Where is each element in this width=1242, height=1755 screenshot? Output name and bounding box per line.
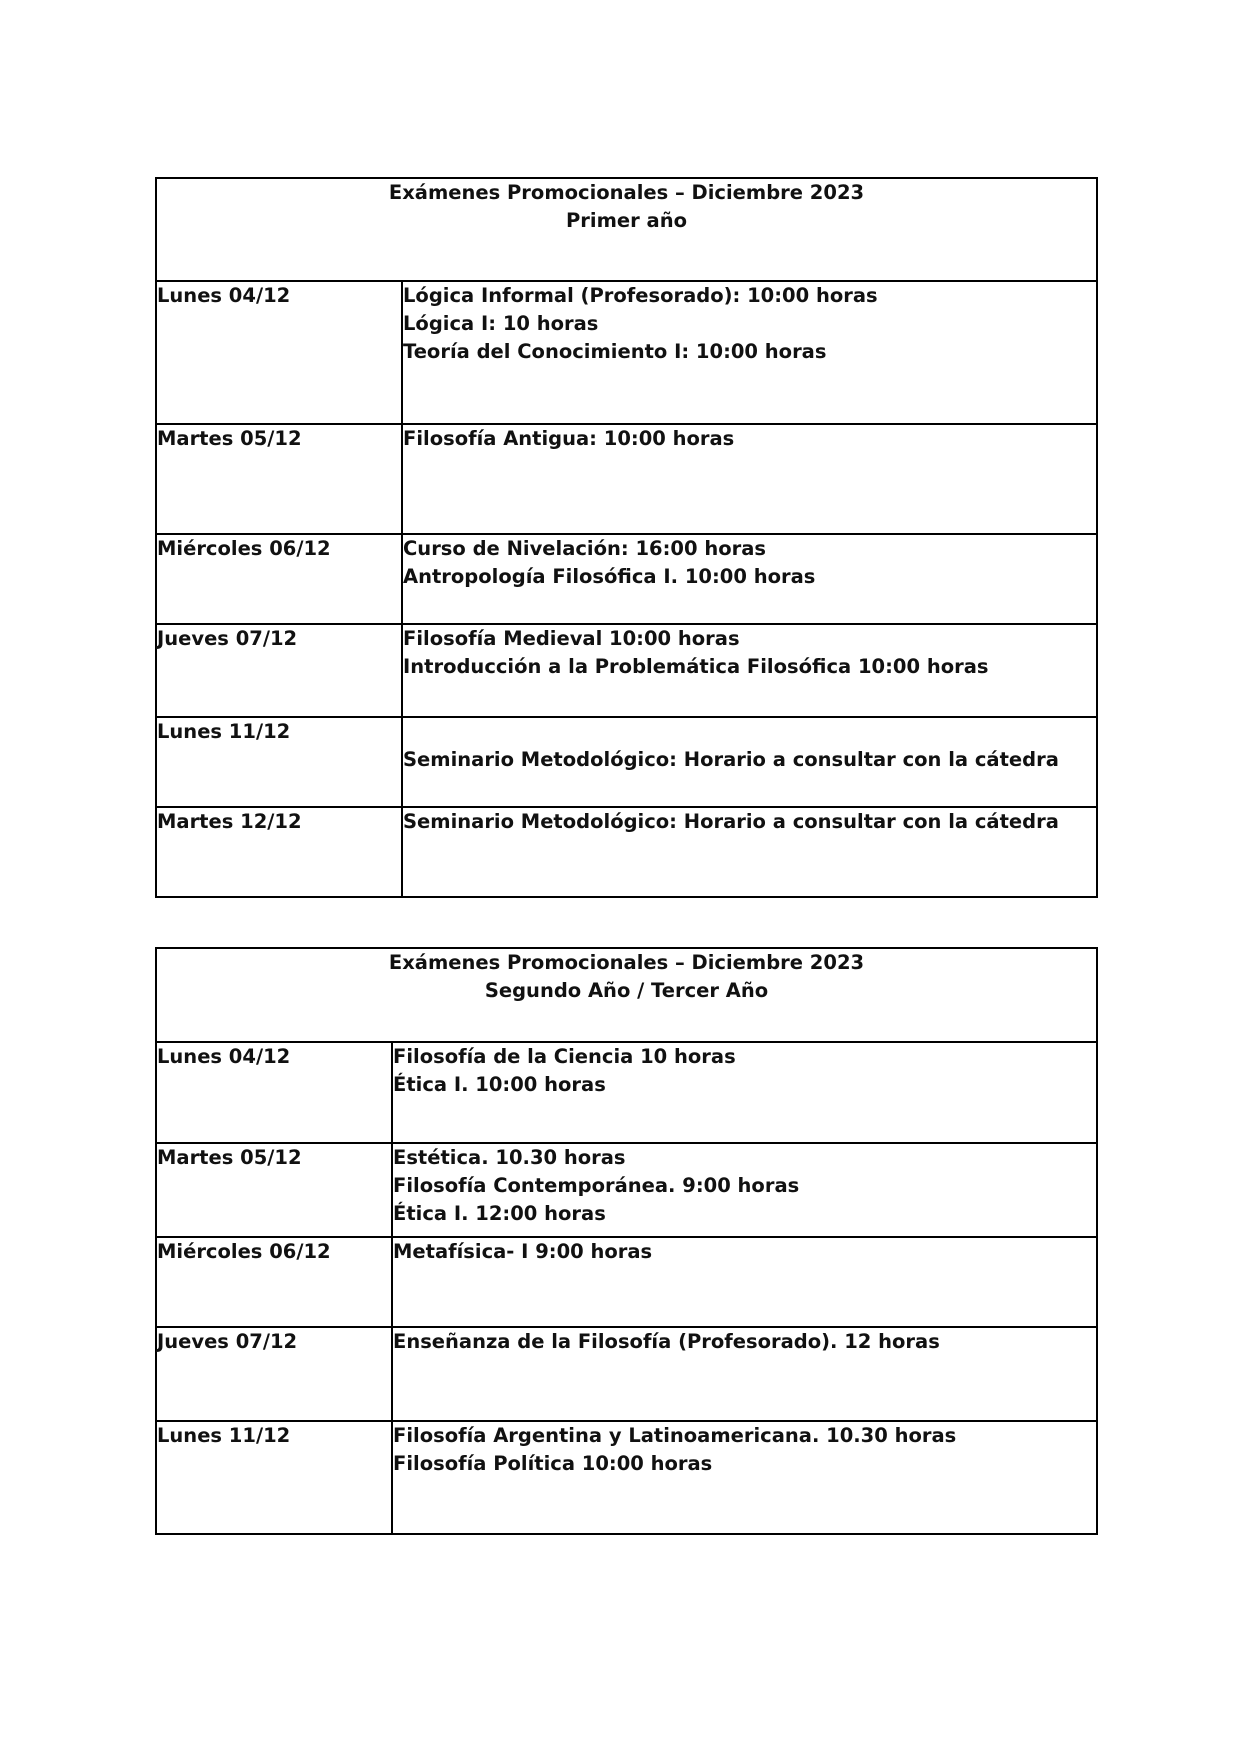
day-cell: Martes 12/12 bbox=[156, 807, 402, 897]
exam-entry: Introducción a la Problemática Filosófica 10:00 horas bbox=[403, 655, 989, 678]
exams-cell bbox=[402, 534, 1097, 624]
schedule-table-second-third-year bbox=[155, 947, 1098, 1535]
table-row bbox=[156, 807, 1097, 897]
exam-entry: Seminario Metodológico: Horario a consultar con la cátedra bbox=[403, 748, 1059, 771]
exam-entry: Filosofía Política 10:00 horas bbox=[393, 1452, 713, 1475]
exams-cell bbox=[392, 1143, 1097, 1237]
exam-entry: Estética. 10.30 horas bbox=[393, 1146, 626, 1169]
day-cell: Miércoles 06/12 bbox=[156, 1237, 392, 1327]
day-cell: Jueves 07/12 bbox=[156, 624, 402, 717]
table-header bbox=[156, 178, 1097, 281]
exam-entry: Filosofía Argentina y Latinoamericana. 10.30 horas bbox=[393, 1424, 957, 1447]
exam-entry: Antropología Filosófica I. 10:00 horas bbox=[403, 565, 816, 588]
exam-entry: Filosofía Antigua: 10:00 horas bbox=[403, 427, 735, 450]
exam-entry: Lógica I: 10 horas bbox=[403, 312, 599, 335]
exams-cell bbox=[392, 1042, 1097, 1143]
day-cell: Lunes 11/12 bbox=[156, 1421, 392, 1534]
table-title: Exámenes Promocionales – Diciembre 2023 bbox=[388, 951, 865, 974]
day-cell: Lunes 04/12 bbox=[156, 1042, 392, 1143]
exam-entry: Seminario Metodológico: Horario a consultar con la cátedra bbox=[403, 810, 1059, 833]
table-row bbox=[156, 624, 1097, 717]
day-cell: Martes 05/12 bbox=[156, 1143, 392, 1237]
table-row bbox=[156, 1327, 1097, 1421]
exams-cell bbox=[402, 807, 1097, 897]
exam-entry: Metafísica- I 9:00 horas bbox=[393, 1240, 653, 1263]
exam-entry: Filosofía de la Ciencia 10 horas bbox=[393, 1045, 736, 1068]
exam-entry: Filosofía Contemporánea. 9:00 horas bbox=[393, 1174, 800, 1197]
exams-cell bbox=[402, 717, 1097, 807]
table-row bbox=[156, 1042, 1097, 1143]
exam-entry: Teoría del Conocimiento I: 10:00 horas bbox=[403, 340, 827, 363]
day-cell: Martes 05/12 bbox=[156, 424, 402, 534]
exam-entry: Curso de Nivelación: 16:00 horas bbox=[403, 537, 766, 560]
table-subtitle: Primer año bbox=[566, 209, 687, 232]
exams-cell bbox=[392, 1421, 1097, 1534]
day-cell: Jueves 07/12 bbox=[156, 1327, 392, 1421]
day-cell: Lunes 11/12 bbox=[156, 717, 402, 807]
table-row bbox=[156, 281, 1097, 424]
exam-entry: Ética I. 10:00 horas bbox=[393, 1073, 606, 1096]
table-row bbox=[156, 1143, 1097, 1237]
exams-cell bbox=[392, 1237, 1097, 1327]
exams-cell bbox=[392, 1327, 1097, 1421]
table-row bbox=[156, 1237, 1097, 1327]
table-row bbox=[156, 424, 1097, 534]
table-subtitle: Segundo Año / Tercer Año bbox=[484, 979, 769, 1002]
table-title: Exámenes Promocionales – Diciembre 2023 bbox=[388, 181, 865, 204]
exam-entry bbox=[403, 718, 1096, 746]
exam-entry: Lógica Informal (Profesorado): 10:00 horas bbox=[403, 284, 878, 307]
table-row bbox=[156, 534, 1097, 624]
table-header bbox=[156, 948, 1097, 1042]
exams-cell bbox=[402, 424, 1097, 534]
exam-entry: Ética I. 12:00 horas bbox=[393, 1202, 606, 1225]
schedule-table-first-year bbox=[155, 177, 1098, 898]
table-row bbox=[156, 1421, 1097, 1534]
exam-entry: Enseñanza de la Filosofía (Profesorado). 12 horas bbox=[393, 1330, 940, 1353]
exams-cell bbox=[402, 281, 1097, 424]
exam-entry: Filosofía Medieval 10:00 horas bbox=[403, 627, 740, 650]
table-row bbox=[156, 717, 1097, 807]
exams-cell bbox=[402, 624, 1097, 717]
day-cell: Lunes 04/12 bbox=[156, 281, 402, 424]
day-cell: Miércoles 06/12 bbox=[156, 534, 402, 624]
